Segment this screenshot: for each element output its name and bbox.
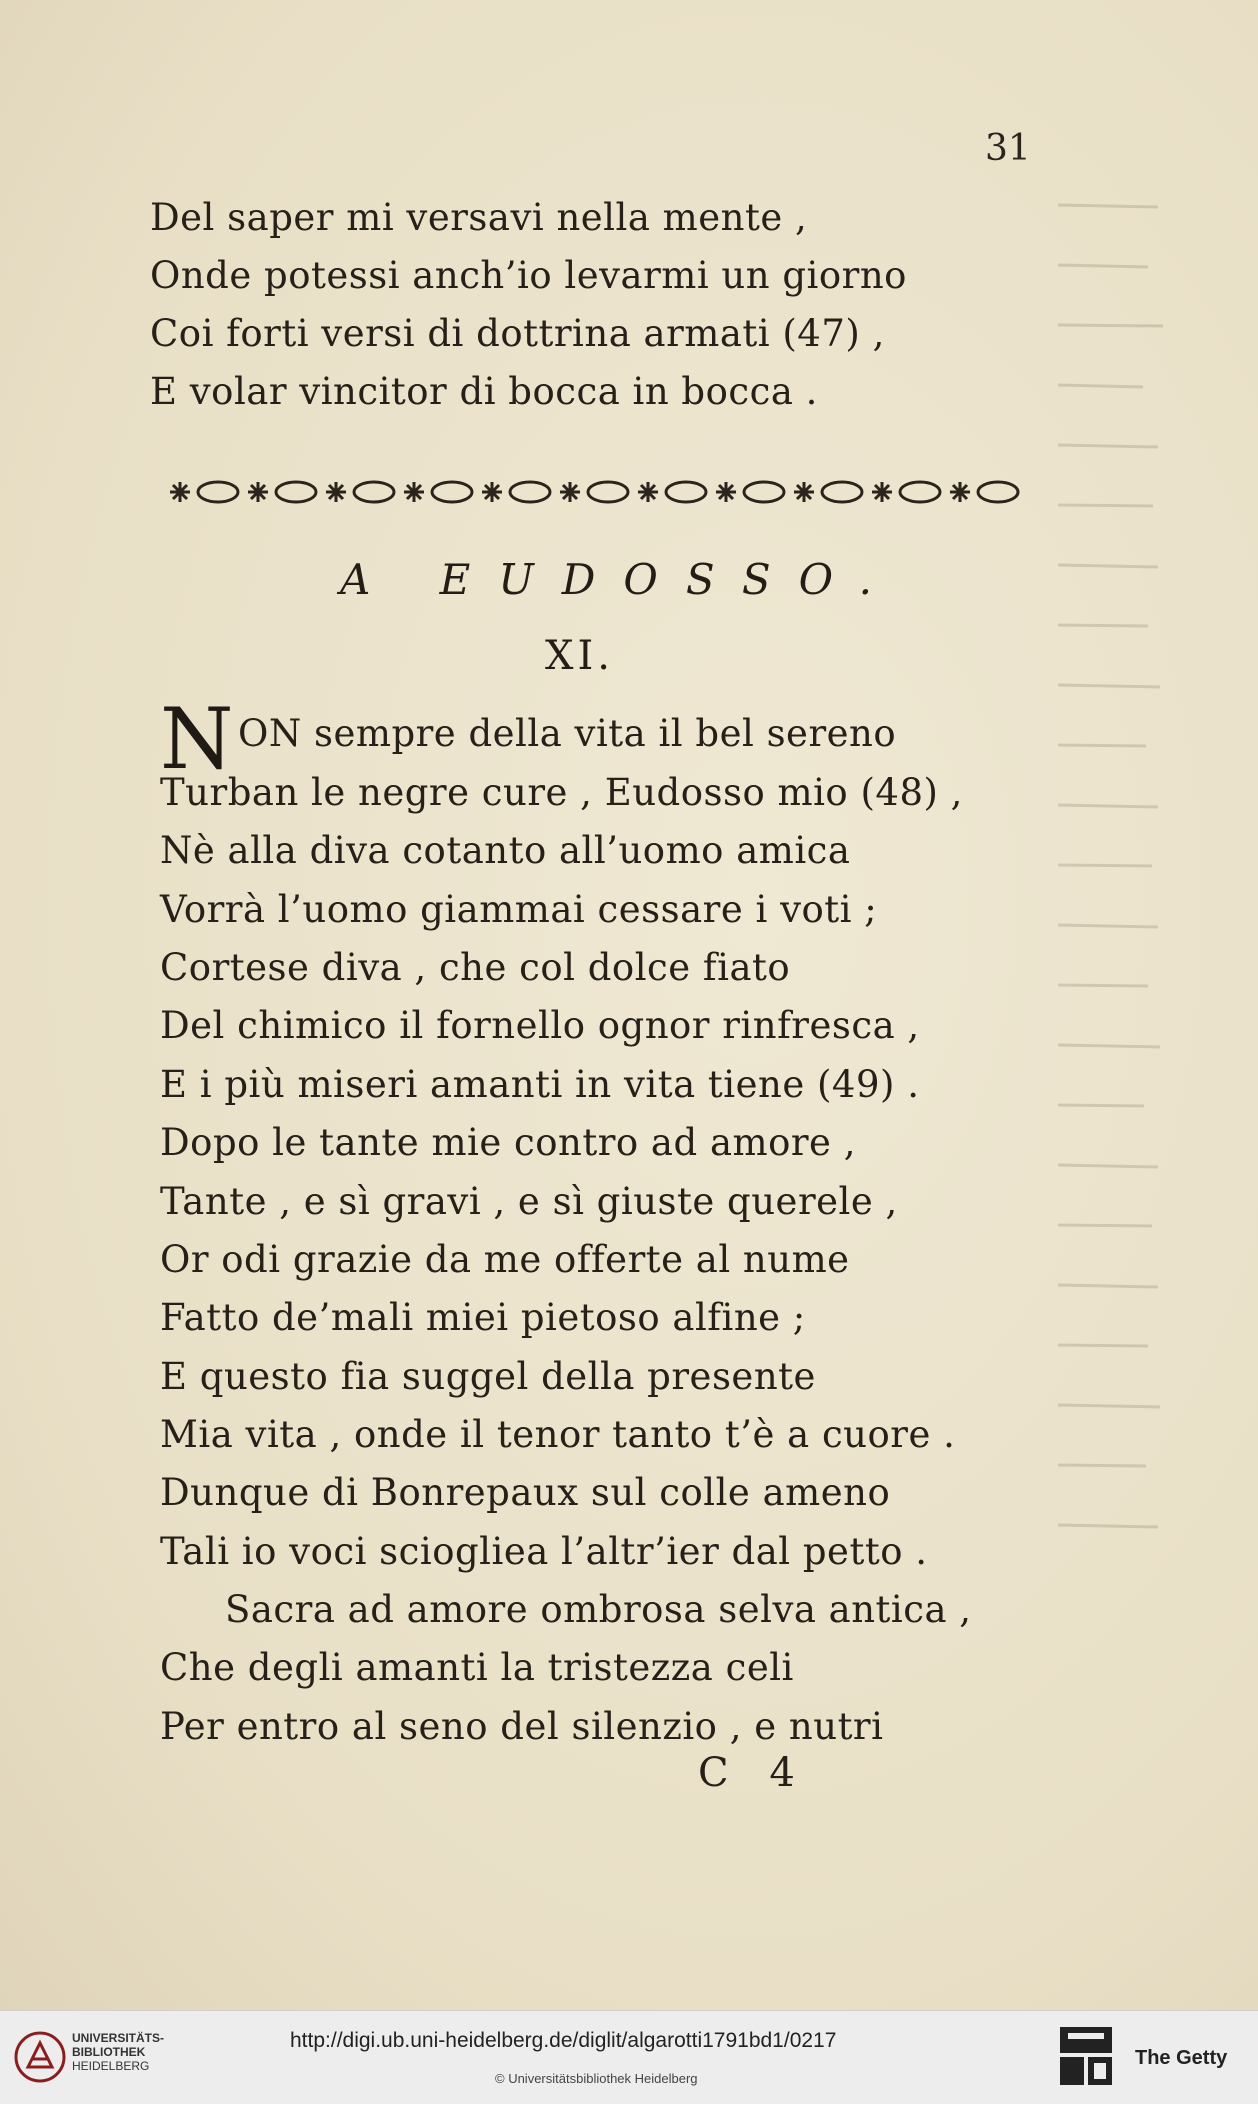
signature-mark: C 4 [698,1750,809,1796]
verse-line: Vorrà l’uomo giammai cessare i voti ; [160,888,878,931]
decorative-ornament-rule [160,474,1030,510]
verse-line: Dopo le tante mie contro ad amore , [160,1121,856,1164]
bleed-through-texture [1048,185,1168,1585]
verse-line: Tali io voci sciogliea l’altr’ier dal petto . [160,1530,928,1573]
verse-line: Per entro al seno del silenzio , e nutri [160,1705,884,1748]
verse-line: Fatto de’mali miei pietoso alfine ; [160,1296,806,1339]
university-library-seal-icon [12,2029,68,2085]
page-number: 31 [985,128,1031,169]
verse-line: Sacra ad amore ombrosa selva antica , [225,1588,972,1631]
verse-line: Del saper mi versavi nella mente , [150,196,808,239]
viewer-footer [0,2010,1258,2104]
verse-line: Onde potessi anch’io levarmi un giorno [150,254,907,297]
verse-line: Mia vita , onde il tenor tanto t’è a cuore . [160,1413,956,1456]
verse-line: Tante , e sì gravi , e sì giuste querele , [160,1180,898,1223]
institution-name: UNIVERSITÄTS- BIBLIOTHEK HEIDELBERG [72,2031,165,2073]
verse-line: E questo fia suggel della presente [160,1355,816,1398]
verse-line: Del chimico il fornello ognor rinfresca , [160,1004,920,1047]
drop-cap: N [160,690,234,788]
verse-line: Coi forti versi di dottrina armati (47) , [150,312,885,355]
verse-line: Nè alla diva cotanto all’uomo amica [160,829,851,872]
poem-title: A EUDOSSO. [340,555,900,604]
verse-line: Or odi grazie da me offerte al nume [160,1238,850,1281]
copyright-notice: © Universitätsbibliothek Heidelberg [495,2071,698,2086]
verse-line: Che degli amanti la tristezza celi [160,1646,794,1689]
verse-line: Cortese diva , che col dolce fiato [160,946,791,989]
poem-number: XI. [545,633,614,679]
verse-line: E volar vincitor di bocca in bocca . [150,370,818,413]
document-url-link[interactable]: http://digi.ub.uni-heidelberg.de/diglit/algarotti1791bd1/0217 [290,2029,837,2052]
verse-line: Turban le negre cure , Eudosso mio (48) , [160,771,963,814]
verse-line: ON sempre della vita il bel sereno [238,712,897,755]
verse-line: Dunque di Bonrepaux sul colle ameno [160,1471,891,1514]
getty-logo-icon [1058,2025,1114,2087]
partner-name: The Getty [1135,2047,1228,2069]
verse-line: E i più miseri amanti in vita tiene (49) . [160,1063,920,1106]
